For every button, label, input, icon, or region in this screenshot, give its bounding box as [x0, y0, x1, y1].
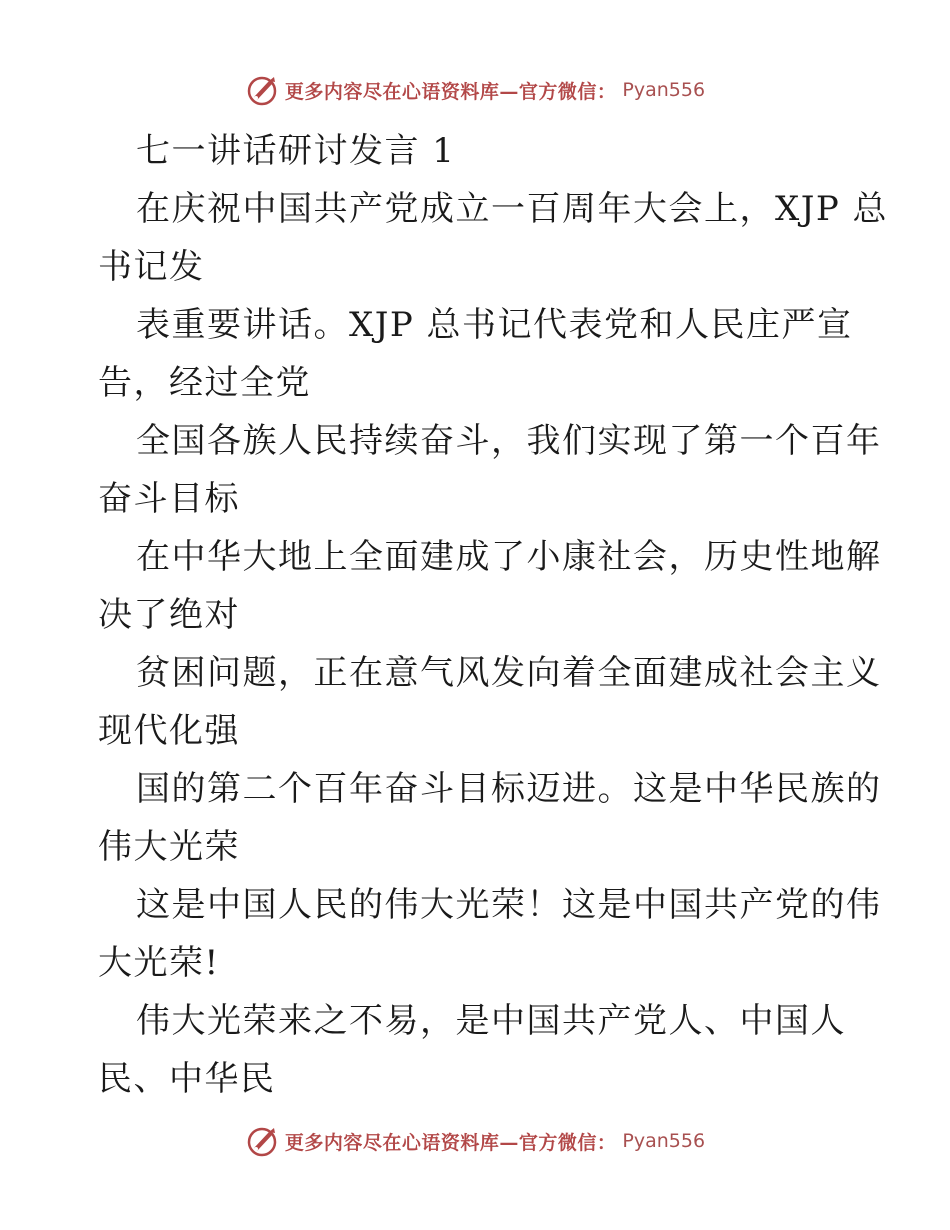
text-line: 现代化强: [98, 711, 240, 751]
text-line: 奋斗目标: [98, 479, 240, 519]
header-banner: [0, 70, 950, 110]
text-line: 表重要讲话。XJP 总书记代表党和人民庄严宣: [136, 305, 853, 345]
text-line: 大光荣!: [98, 943, 220, 983]
text-line: 书记发: [98, 247, 205, 287]
text-line: 贫困问题，正在意气风发向着全面建成社会主义: [136, 653, 882, 693]
banner-text: 更多内容尽在心语资料库—官方微信：: [284, 1131, 617, 1154]
document-title: 七一讲话研讨发言 1: [136, 131, 456, 171]
banner-wechat-id: Pyan556: [622, 79, 706, 101]
quill-pen-logo-icon: [245, 73, 279, 107]
text-line: 在中华大地上全面建成了小康社会，历史性地解: [136, 537, 882, 577]
footer-banner: [0, 1121, 950, 1161]
text-line: 国的第二个百年奋斗目标迈进。这是中华民族的: [136, 769, 882, 809]
text-line: 决了绝对: [98, 595, 240, 635]
text-line: 告，经过全党: [98, 363, 311, 403]
banner-wechat-id: Pyan556: [622, 1130, 706, 1152]
text-line: 全国各族人民持续奋斗，我们实现了第一个百年: [136, 421, 882, 461]
document-body: [98, 122, 889, 1108]
quill-pen-logo-icon: [245, 1124, 279, 1158]
text-line: 民、中华民: [98, 1059, 276, 1099]
text-line: 这是中国人民的伟大光荣！这是中国共产党的伟: [136, 885, 882, 925]
text-line: 伟大光荣: [98, 827, 240, 867]
text-line: 伟大光荣来之不易，是中国共产党人、中国人: [136, 1001, 846, 1041]
banner-text: 更多内容尽在心语资料库—官方微信：: [284, 80, 617, 103]
text-line: 在庆祝中国共产党成立一百周年大会上，XJP 总: [136, 189, 889, 229]
